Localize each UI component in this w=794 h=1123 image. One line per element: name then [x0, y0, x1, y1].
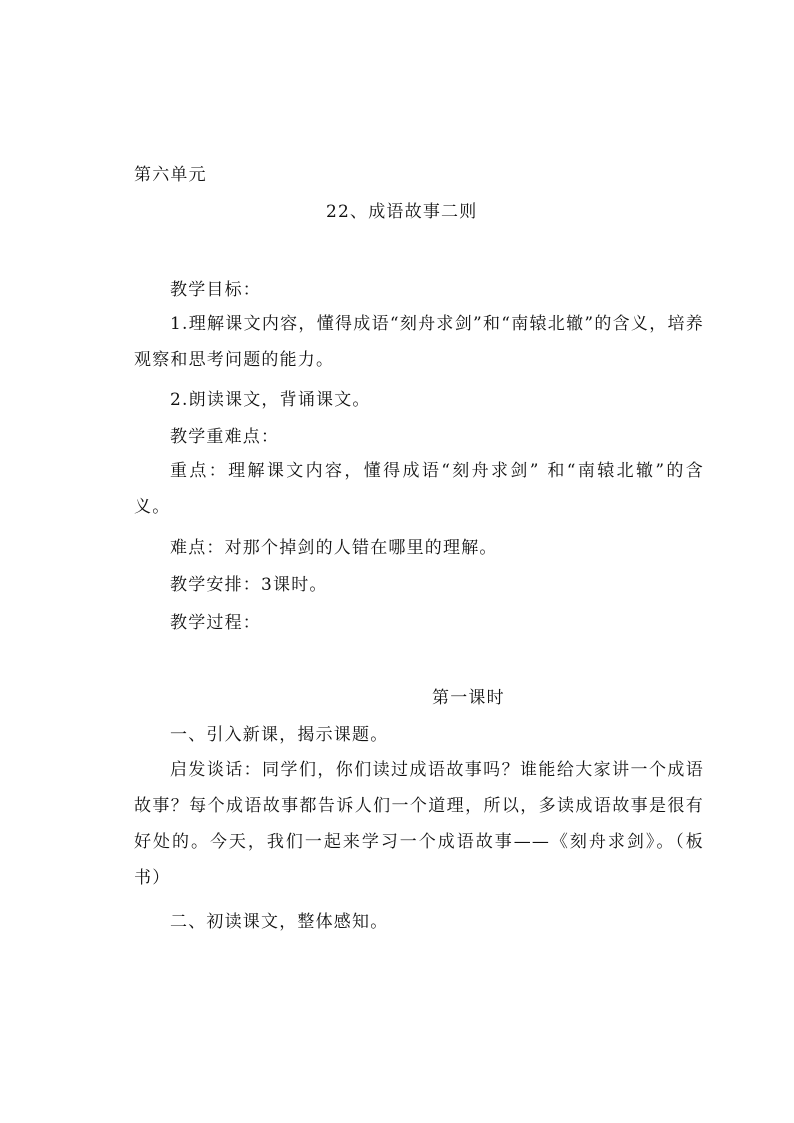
key-points-heading: 教学重难点： [170, 427, 280, 447]
unit-heading: 第六单元 [134, 165, 207, 185]
objectives-heading: 教学目标： [170, 280, 261, 300]
lesson1-title: 第一课时 [432, 688, 505, 708]
lesson1-talk: 启发谈话：同学们，你们读过成语故事吗？谁能给大家讲一个成语故事？每个成语故事都告诉人们一个道理，所以，多读成语故事是很有好处的。今天，我们一起来学习一个成语故事——《刻舟求剑》。（板书） [134, 760, 704, 888]
objective-item-1: 1.理解课文内容，懂得成语“刻舟求剑”和“南辕北辙”的含义，培养观察和思考问题的能力。 [134, 314, 704, 370]
lesson-title: 22、成语故事二则 [326, 202, 478, 222]
key-point-focus: 重点：理解课文内容，懂得成语“刻舟求剑” 和“南辕北辙”的含义。 [134, 461, 704, 517]
schedule: 教学安排：3课时。 [170, 575, 328, 595]
lesson1-step1: 一、引入新课，揭示课题。 [170, 725, 389, 745]
process-heading: 教学过程： [170, 613, 261, 633]
lesson1-step2: 二、初读课文，整体感知。 [170, 912, 389, 932]
objective-item-2: 2.朗读课文，背诵课文。 [170, 390, 371, 410]
key-point-difficulty: 难点：对那个掉剑的人错在哪里的理解。 [170, 538, 498, 558]
